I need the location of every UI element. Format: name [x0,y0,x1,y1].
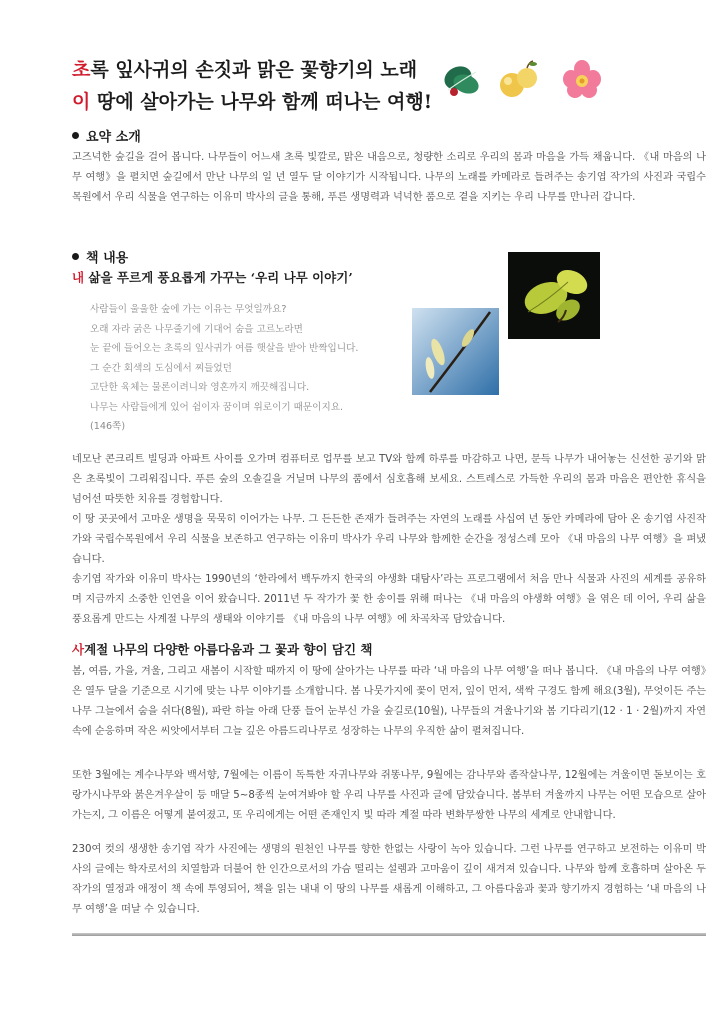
quote-line: 사람들이 울울한 숲에 가는 이유는 무엇일까요? [90,304,287,315]
contents-heading: 책 내용 [72,247,128,266]
quote-page: (146쪽) [90,421,126,432]
quote-line: 오래 자라 굵은 나무줄기에 기대어 숨을 고르노라면 [90,323,303,335]
seasons-paragraph-1: 봄, 여름, 가을, 겨울, 그리고 새봄이 시작할 때까지 이 땅에 살아가는 나무를 따라 ‘내 마음의 나무 여행’을 떠나 봅니다. 《내 마음의 나무 여행》은 열두 달을 기준으로 시기에 맞는 나무 이야기를 소개합니다. 봄 나뭇가지에 꽃이 먼저, 잎이 먼저, 색싹 구경도 함께 해요(3월), 무엇이든 주는 나무 그늘에서 숨을 쉬다(8월), 파란 하늘 아래 단풍 들어 눈부신 가을 숲길로(10월), 나무들의 겨울나기와 봄 기다리기(12 · 1 · 2월)까지 자연 속에 순응하며 작은 씨앗에서부터 그늘 깊은 아름드리나무로 성장하는 나무의 우직한 삶이 펼쳐집니다. [72,666,706,737]
bullet-icon [72,253,79,260]
quote-line: 그 순간 회색의 도심에서 찌들었던 [90,362,232,374]
seasons-paragraph-3: 230여 컷의 생생한 송기엽 작가 사진에는 생명의 원천인 나무를 향한 한없는 사랑이 녹아 있습니다. 그런 나무를 연구하고 보전하는 이유미 박사의 글에는 학자로서의 치열함과 더불어 한 인간으로서의 가슴 떨리는 설렘과 고마움이 깊이 새겨져 있습니다. 나무와 함께 호흡하며 살아온 두 작가의 열정과 애정이 책 속에 투영되어, 책을 읽는 내내 이 땅의 나무를 새롭게 이해하고, 그 아름다움과 꽃과 향기까지 경험하는 ‘내 마음의 나무 여행’을 떠날 수 있습니다. [72,844,706,915]
fruit-icon [497,58,541,102]
headline-line-2: 이 땅에 살아가는 나무와 함께 떠나는 여행! [72,91,433,113]
willow-photo [412,308,499,395]
leaf-photo [508,252,600,339]
contents-paragraph-1: 네모난 콘크리트 빌딩과 아파트 사이를 오가며 컴퓨터로 업무를 보고 TV와 함께 하루를 마감하고 나면, 문득 나무가 내어놓는 신선한 공기와 맑은 초록빛이 그리워집니다. 푸른 숲의 오솔길을 거닐며 나무의 품에서 심호흡해 보세요. 스트레스로 가득한 우리의 몸과 마음은 편안한 휴식을 넘어선 따뜻한 치유를 경험합니다. [72,454,706,505]
seasons-subhead: 사계절 나무의 다양한 아름다움과 그 꽃과 향이 담긴 책 [72,642,373,657]
seasons-paragraph-2: 또한 3월에는 계수나무와 백서향, 7월에는 이름이 독특한 자귀나무와 쥐똥나무, 9월에는 감나무와 좀작살나무, 12월에는 겨울이면 돋보이는 호랑가시나무와 붉은겨우살이 등 매달 5~8종씩 눈여겨봐야 할 우리 나무를 사진과 글에 담았습니다. 봄부터 겨울까지 나무는 어떤 모습으로 살아가는지, 그 이름은 어떻게 붙여졌고, 또 우리에게는 어떤 존재인지 빛 따라 계절 따라 변화무쌍한 나무의 세계로 안내합니다. [72,770,706,821]
flower-icon [560,58,604,102]
contents-paragraph-3: 송기엽 작가와 이유미 박사는 1990년의 ‘한라에서 백두까지 한국의 야생화 대탐사’라는 프로그램에서 처음 만나 식물과 사진의 세계를 공유하며 지금까지 소중한 인연을 이어 왔습니다. 2011년 두 작가가 꽃 한 송이를 위해 떠나는 《내 마음의 야생화 여행》을 엮은 데 이어, 우리 삶을 풍요롭게 만드는 사계절 나무의 생태와 이야기를 《내 마음의 나무 여행》에 차곡차곡 담았습니다. [72,574,706,625]
headline-line-1: 초록 잎사귀의 손짓과 맑은 꽃향기의 노래 [72,59,418,81]
quote-line: 고단한 육체는 물론이려니와 영혼까지 깨끗해집니다. [90,382,310,393]
quote-block [90,300,400,437]
summary-heading: 요약 소개 [72,126,141,145]
summary-body: 고즈넉한 숲길을 걸어 봅니다. 나무들이 어느새 초록 빛깔로, 맑은 내음으로, 청량한 소리로 우리의 몸과 마음을 가득 채웁니다. 《내 마음의 나무 여행》을 펼치면 숲길에서 만난 나무의 일 년 열두 달 이야기가 시작됩니다. 나무의 노래를 카메라로 들려주는 송기엽 작가의 사진과 국립수목원에서 우리 식물을 연구하는 이유미 박사의 글을 통해, 푸른 생명력과 넉넉한 품으로 곁을 지키는 우리 나무를 만나러 갑니다. [72,152,706,203]
quote-line: 눈 끝에 들어오는 초록의 잎사귀가 여름 햇살을 받아 반짝입니다. [90,343,359,354]
headline [72,54,432,118]
bottom-divider [72,933,706,936]
quote-line: 나무는 사람들에게 있어 쉼이자 꿈이며 위로이기 때문이지요. [90,401,344,413]
bullet-icon [72,132,79,139]
leaf-icon [440,58,484,102]
contents-subhead: 내 삶을 푸르게 풍요롭게 가꾸는 ‘우리 나무 이야기’ [72,270,353,285]
contents-paragraph-2: 이 땅 곳곳에서 고마운 생명을 묵묵히 이어가는 나무. 그 든든한 존재가 들려주는 자연의 노래를 사십여 년 동안 카메라에 담아 온 송기엽 사진작가와 국립수목원에서 우리 식물을 보존하고 연구하는 이유미 박사가 우리 나무와 함께한 순간을 정성스레 모아 《내 마음의 나무 여행》을 펴냈습니다. [72,514,706,565]
